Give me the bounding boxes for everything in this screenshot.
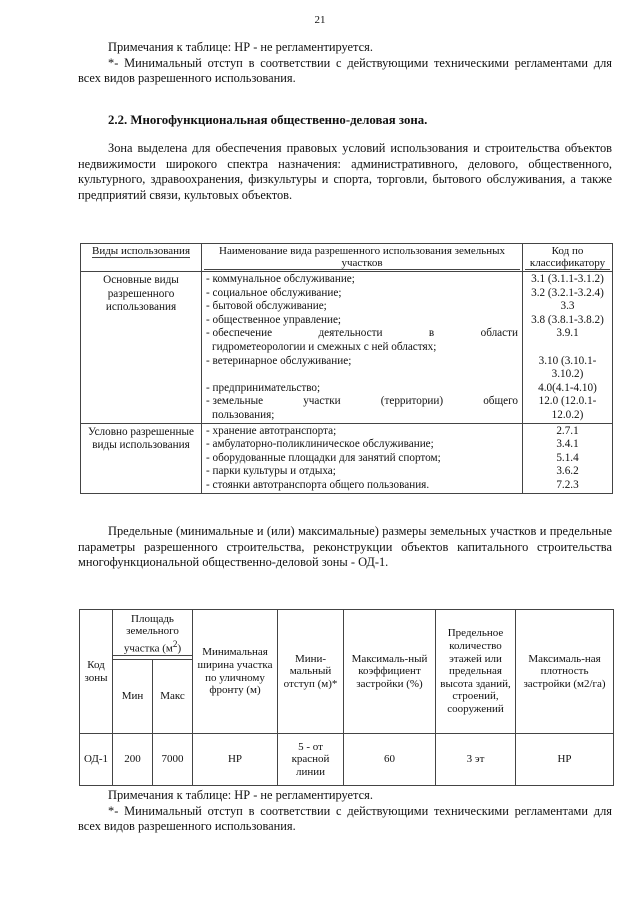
bottom-note	[78, 788, 612, 835]
header-area-max: Макс	[153, 660, 193, 734]
header-area-min: Мин	[113, 660, 153, 734]
code-value: 3.6.2	[556, 465, 579, 478]
table-row	[81, 423, 613, 493]
code-value: 3.4.1	[556, 438, 579, 451]
cell-max-floors: 3 эт	[436, 734, 516, 786]
section-paragraph: Зона выделена для обеспечения правовых условий использования и строительства объектов недвижимости широкого спектра назначения: административного, делового, общественного, культурного, здравоохранения, физкультуры и спорта, торговли, бытового обслуживания, а также предприятий связи, культовых объектов.	[78, 141, 612, 202]
header-kinds: Виды использования	[81, 244, 202, 272]
group-conditional-codes	[523, 423, 613, 493]
header-area: Площадь земельного участка $(м^2)$	[113, 610, 193, 660]
uses-table	[80, 243, 613, 494]
list-item: - земельные участки (территории) общего	[206, 395, 518, 408]
header-max-floors: Предельное количество этажей или предельная высота зданий, строений, сооружений	[436, 610, 516, 734]
list-item: - хранение автотранспорта;	[206, 424, 337, 437]
limits-paragraph: Предельные (минимальные и (или) максимальные) размеры земельных участков и предельные параметры разрешенного строительства, реконструкции объектов капитального строительства многофункциональной общественно-деловой зоны - ОД-1.	[78, 524, 612, 570]
header-name: Наименование вида разрешенного использования земельных участков	[202, 244, 523, 272]
list-item: - парки культуры и отдыха;	[206, 465, 336, 478]
list-item: - оборудованные площадки для занятий спортом;	[206, 451, 441, 464]
table-row	[81, 272, 613, 424]
cell-min-width: НР	[193, 734, 278, 786]
code-value: 12.0 (12.0.1-	[538, 395, 597, 408]
list-item: - ветеринарное обслуживание;	[206, 354, 352, 367]
top-note-star: *- Минимальный отступ в соответствии с действующими техническими регламентами для всех видов разрешенного использования.	[78, 55, 612, 86]
bottom-note-star: *- Минимальный отступ в соответствии с действующими техническими регламентами для всех видов разрешенного использования.	[78, 803, 612, 834]
list-item: - коммунальное обслуживание;	[206, 273, 355, 285]
cell-min-offset: 5 - от красной линии	[278, 734, 344, 786]
table-row	[80, 734, 614, 786]
top-note-line: Примечания к таблице: НР - не регламентируется.	[108, 40, 373, 54]
code-value: 3.9.1	[556, 327, 579, 340]
cell-max-coef: 60	[344, 734, 436, 786]
list-item: - обеспечение деятельности в области	[206, 327, 518, 340]
params-header-row	[80, 610, 614, 660]
code-value: 3.8 (3.8.1-3.8.2)	[531, 313, 604, 326]
group-conditional-names	[202, 423, 523, 493]
code-value: 3.10.2)	[551, 368, 584, 381]
list-item: - социальное обслуживание;	[206, 286, 342, 299]
list-item: - стоянки автотранспорта общего пользования.	[206, 478, 430, 491]
params-table	[79, 609, 614, 786]
header-max-coef: Максималь-ный коэффициент застройки (%)	[344, 610, 436, 734]
cell-area-max: 7000	[153, 734, 193, 786]
header-min-offset: Мини-мальный отступ (м)*	[278, 610, 344, 734]
group-main-names	[202, 272, 523, 424]
list-item: - предпринимательство;	[206, 381, 321, 394]
code-value: 2.7.1	[556, 424, 579, 437]
header-max-density: Максималь-ная плотность застройки (м2/га)	[516, 610, 614, 734]
header-zone-code: Код зоны	[80, 610, 113, 734]
uses-table-header-row	[81, 244, 613, 272]
bottom-note-line: Примечания к таблице: НР - не регламентируется.	[108, 788, 373, 802]
group-kind-conditional: Условно разрешенные виды использования	[81, 423, 202, 493]
group-main-codes	[523, 272, 613, 424]
list-item-continued: гидрометеорологии и смежных с ней областях;	[212, 340, 437, 353]
cell-max-density: НР	[516, 734, 614, 786]
code-value: 5.1.4	[556, 451, 579, 464]
list-item: - амбулаторно-поликлиническое обслуживание;	[206, 438, 434, 451]
top-note	[78, 40, 612, 87]
code-value: 3.1 (3.1.1-3.1.2)	[531, 273, 604, 285]
page-number: 21	[314, 14, 326, 26]
code-value: 7.2.3	[556, 478, 579, 491]
cell-area-min: 200	[113, 734, 153, 786]
list-item: - бытовой обслуживание;	[206, 300, 327, 313]
code-value: 3.3	[560, 300, 575, 313]
list-item: - общественное управление;	[206, 313, 342, 326]
header-min-width: Минимальная ширина участка по уличному фронту (м)	[193, 610, 278, 734]
code-value: 4.0(4.1-4.10)	[538, 381, 597, 394]
code-value: 3.10 (3.10.1-	[538, 354, 597, 367]
cell-zone: ОД-1	[80, 734, 113, 786]
section-heading: 2.2. Многофункциональная общественно-деловая зона.	[108, 113, 428, 127]
code-value: 3.2 (3.2.1-3.2.4)	[531, 286, 604, 299]
list-item-continued: пользования;	[212, 408, 275, 421]
code-value: 12.0.2)	[551, 408, 584, 421]
group-kind-main: Основные виды разрешенного использования	[81, 272, 202, 424]
header-code: Код по классификатору	[523, 244, 613, 272]
